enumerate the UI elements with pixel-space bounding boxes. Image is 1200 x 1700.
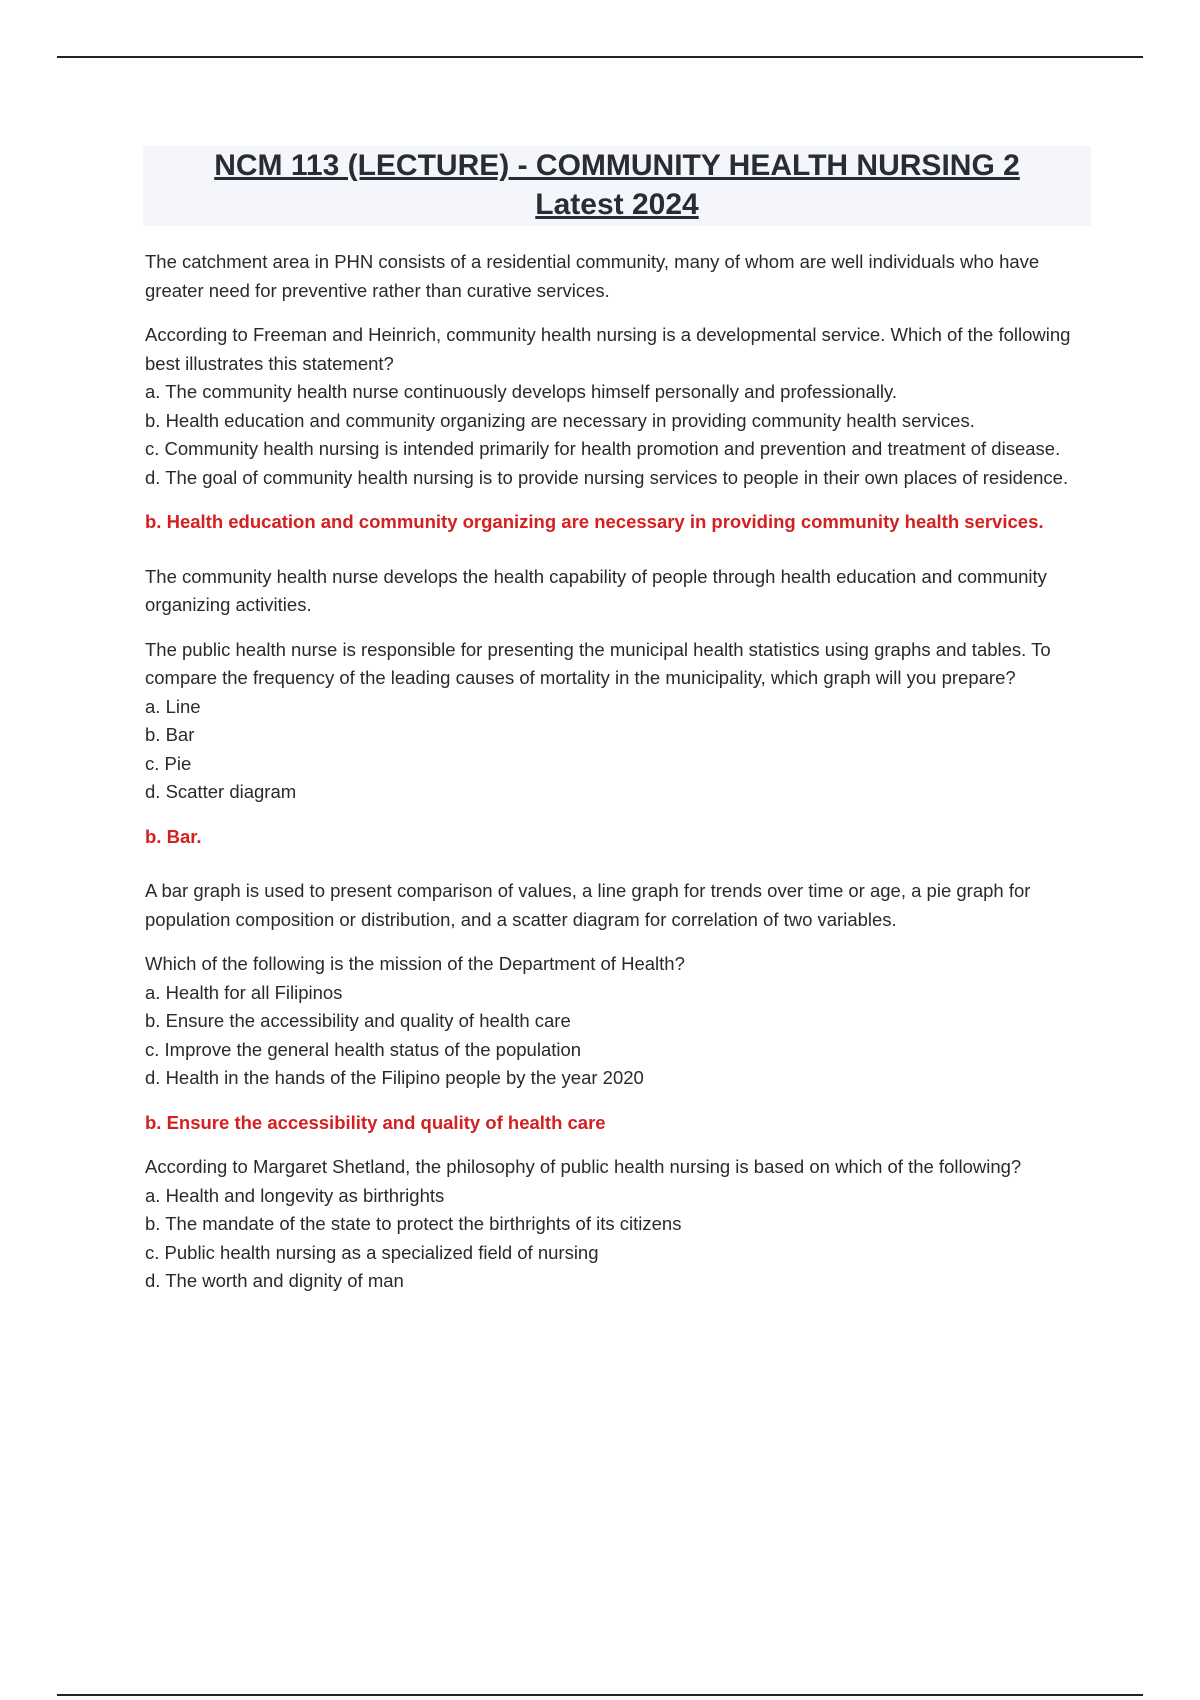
question-4-text: According to Margaret Shetland, the philosophy of public health nursing is based on which of the following? bbox=[145, 1156, 1022, 1177]
question-2-rationale: A bar graph is used to present comparison of values, a line graph for trends over time or age, a pie graph for population composition or distribution, and a scatter diagram for correlation of two variables. bbox=[145, 880, 1031, 930]
bottom-rule bbox=[57, 1694, 1143, 1696]
document-body bbox=[145, 248, 1095, 1312]
title-line-2: Latest 2024 bbox=[535, 188, 699, 221]
question-2-text: The public health nurse is responsible for presenting the municipal health statistics using graphs and tables. To compare the frequency of the leading causes of mortality in the municipality, which graph will you prepare? bbox=[145, 638, 1051, 688]
question-1-answer: b. Health education and community organizing are necessary in providing community health services. bbox=[145, 511, 1044, 532]
intro-paragraph: The catchment area in PHN consists of a residential community, many of whom are well individuals who have greater need for preventive rather than curative services. bbox=[145, 251, 1040, 301]
question-3-text: Which of the following is the mission of the Department of Health? bbox=[145, 953, 685, 974]
question-2-option-c: c. Pie bbox=[145, 752, 192, 774]
title-line-1: NCM 113 (LECTURE) - COMMUNITY HEALTH NURSING 2 bbox=[214, 149, 1020, 182]
question-4-option-b: b. The mandate of the state to protect the birthrights of its citizens bbox=[145, 1213, 682, 1234]
question-1-option-a: a. The community health nurse continuously develops himself personally and professionally. bbox=[145, 381, 898, 402]
question-3-answer: b. Ensure the accessibility and quality of health care bbox=[145, 1111, 606, 1133]
question-2-option-d: d. Scatter diagram bbox=[145, 781, 297, 802]
question-3-option-a: a. Health for all Filipinos bbox=[145, 981, 343, 1003]
question-3-option-d: d. Health in the hands of the Filipino people by the year 2020 bbox=[145, 1067, 644, 1088]
question-2 bbox=[145, 636, 1095, 807]
question-3-option-b: b. Ensure the accessibility and quality of health care bbox=[145, 1010, 571, 1031]
document-title bbox=[143, 146, 1091, 226]
question-1 bbox=[145, 321, 1095, 492]
top-rule bbox=[57, 56, 1143, 58]
question-1-text: According to Freeman and Heinrich, community health nursing is a developmental service. Which of the following best illustrates this statement? bbox=[145, 324, 1071, 374]
question-1-option-d: d. The goal of community health nursing is to provide nursing services to people in their own places of residence. bbox=[145, 466, 1069, 488]
question-3-option-c: c. Improve the general health status of the population bbox=[145, 1038, 582, 1060]
question-4-option-a: a. Health and longevity as birthrights bbox=[145, 1184, 445, 1206]
question-2-option-b: b. Bar bbox=[145, 724, 195, 745]
question-4 bbox=[145, 1153, 1095, 1296]
question-1-rationale: The community health nurse develops the health capability of people through health education and community organizing activities. bbox=[145, 565, 1047, 615]
question-4-option-d: d. The worth and dignity of man bbox=[145, 1270, 404, 1291]
question-4-option-c: c. Public health nursing as a specialized field of nursing bbox=[145, 1241, 599, 1263]
question-2-answer: b. Bar. bbox=[145, 825, 202, 847]
question-1-option-b: b. Health education and community organizing are necessary in providing community health services. bbox=[145, 409, 975, 431]
question-1-option-c: c. Community health nursing is intended primarily for health promotion and prevention and treatment of disease. bbox=[145, 438, 1061, 459]
question-2-option-a: a. Line bbox=[145, 695, 201, 717]
question-3 bbox=[145, 950, 1095, 1093]
